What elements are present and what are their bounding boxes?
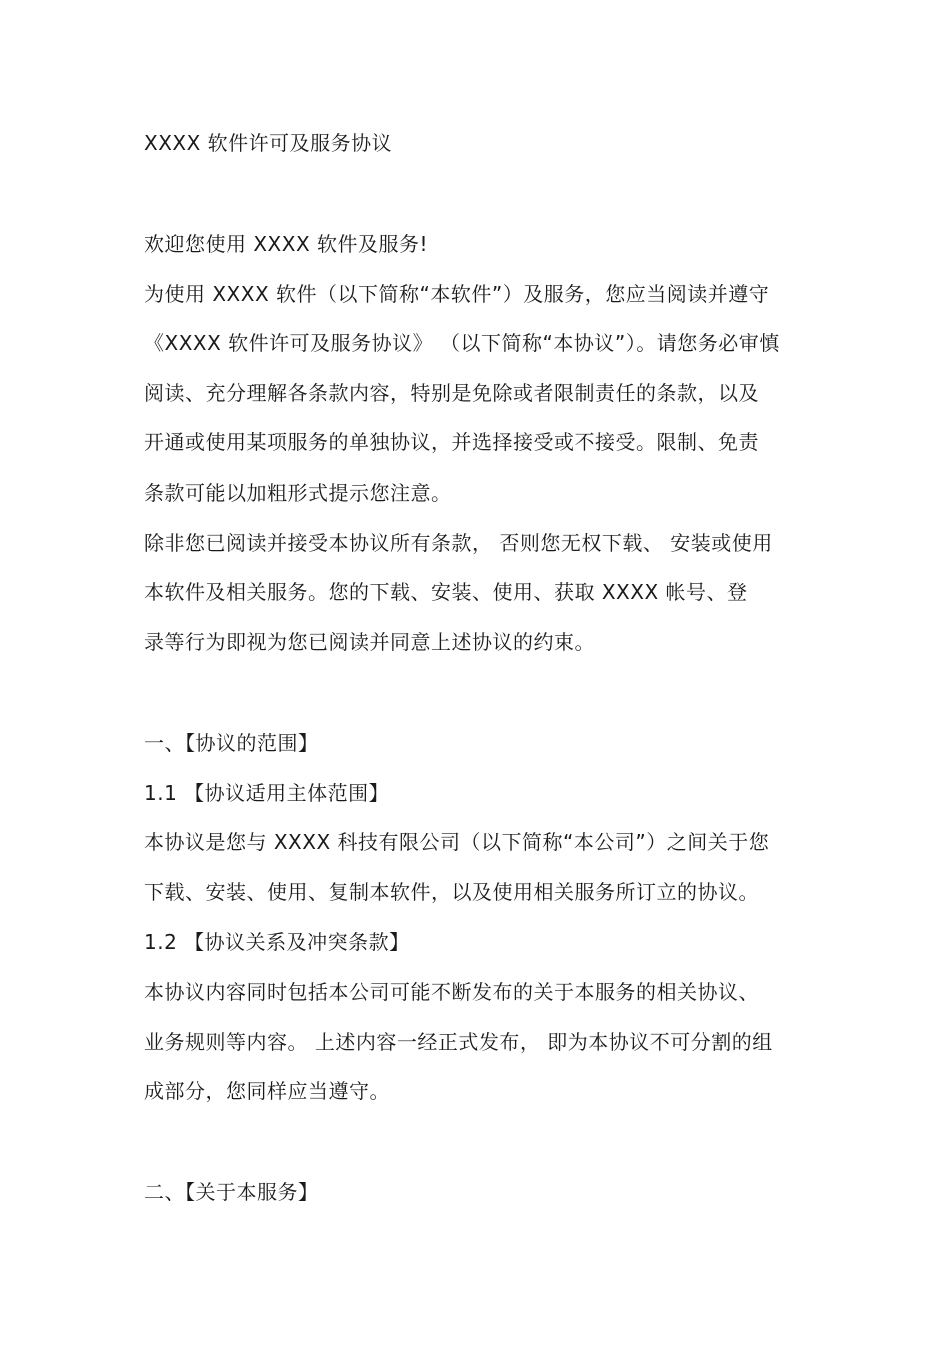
paragraph-line: 业务规则等内容。 上述内容一经正式发布， 即为本协议不可分割的组 xyxy=(144,1030,773,1054)
section-heading: 一、【协议的范围】 xyxy=(144,731,319,755)
intro-line: 《XXXX 软件许可及服务协议》 （以下简称“本协议”）。请您务必审慎 xyxy=(144,331,780,355)
intro-line: 阅读、充分理解各条款内容，特别是免除或者限制责任的条款，以及 xyxy=(144,381,759,405)
subsection-heading: 1.2 【协议关系及冲突条款】 xyxy=(144,930,410,954)
paragraph-line: 本协议是您与 XXXX 科技有限公司（以下简称“本公司”）之间关于您 xyxy=(144,830,770,854)
consent-line: 本软件及相关服务。您的下载、安装、使用、获取 XXXX 帐号、登 xyxy=(144,580,748,604)
intro-line: 条款可能以加粗形式提示您注意。 xyxy=(144,481,452,505)
intro-line: 为使用 XXXX 软件（以下简称“本软件”）及服务，您应当阅读并遵守 xyxy=(144,282,770,306)
paragraph-line: 本协议内容同时包括本公司可能不断发布的关于本服务的相关协议、 xyxy=(144,980,759,1004)
section-heading: 二、【关于本服务】 xyxy=(144,1180,319,1204)
paragraph-line: 成部分，您同样应当遵守。 xyxy=(144,1079,390,1103)
document-title: XXXX 软件许可及服务协议 xyxy=(144,131,393,155)
consent-line: 除非您已阅读并接受本协议所有条款， 否则您无权下载、 安装或使用 xyxy=(144,531,773,555)
welcome-text: 欢迎您使用 XXXX 软件及服务! xyxy=(144,232,429,256)
paragraph-line: 下载、安装、使用、复制本软件，以及使用相关服务所订立的协议。 xyxy=(144,880,759,904)
consent-line: 录等行为即视为您已阅读并同意上述协议的约束。 xyxy=(144,630,595,654)
subsection-heading: 1.1 【协议适用主体范围】 xyxy=(144,781,390,805)
intro-line: 开通或使用某项服务的单独协议，并选择接受或不接受。限制、免责 xyxy=(144,430,759,454)
